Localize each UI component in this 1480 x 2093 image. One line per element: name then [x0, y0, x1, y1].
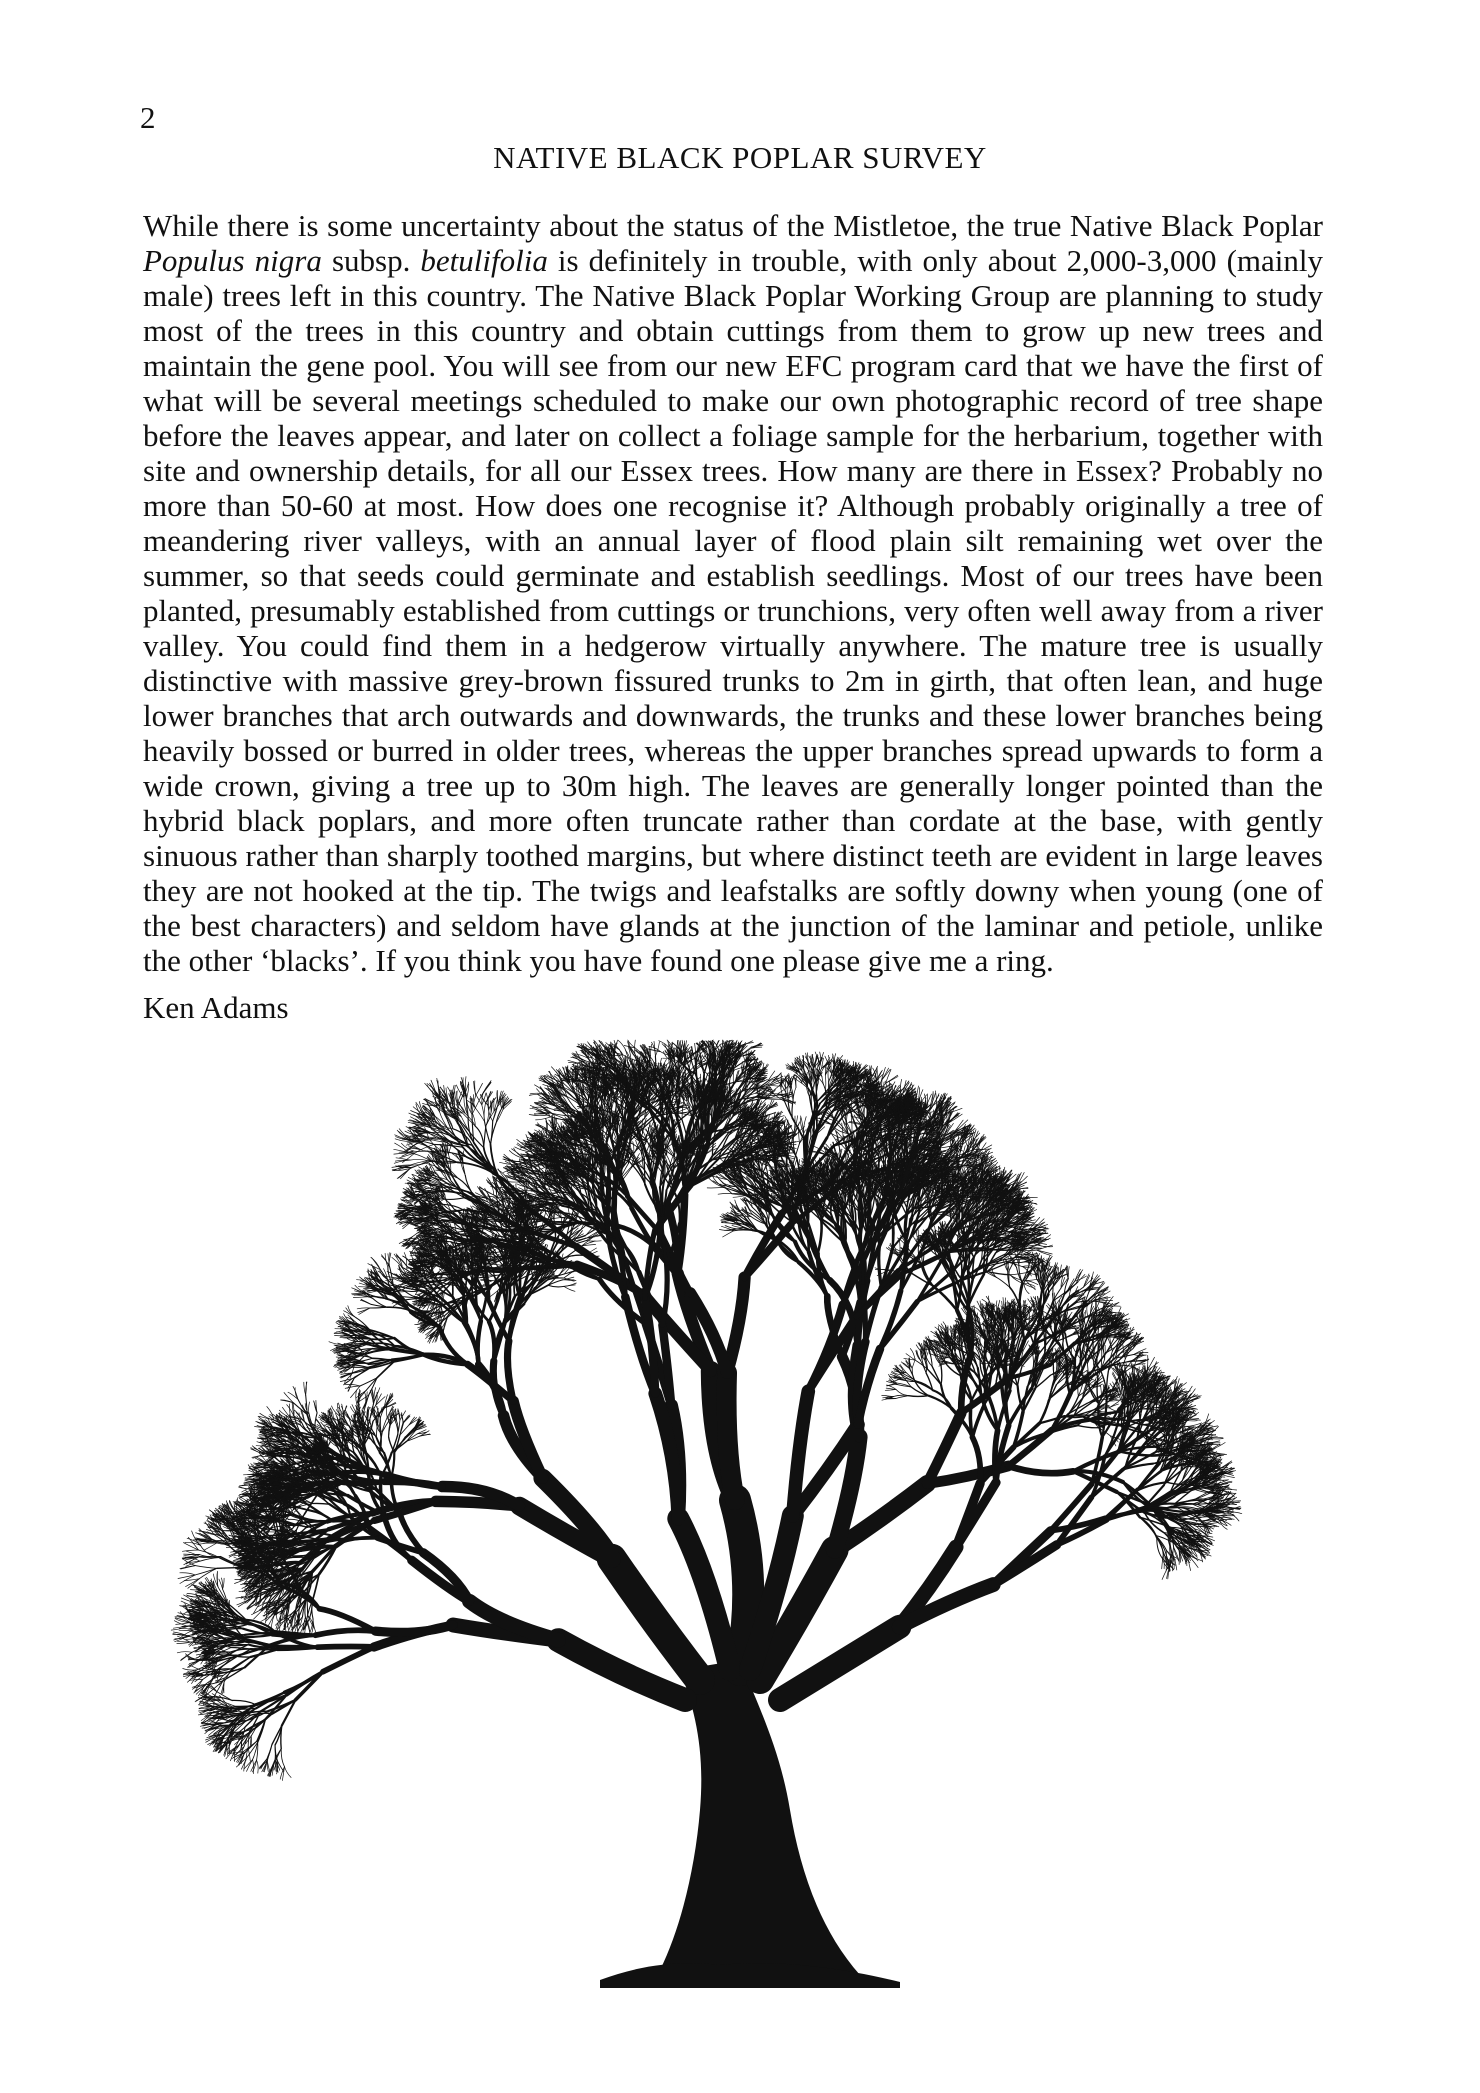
page-title: NATIVE BLACK POPLAR SURVEY [0, 140, 1480, 176]
black-poplar-tree-drawing [140, 1030, 1330, 2010]
author-signature: Ken Adams [143, 990, 289, 1026]
article-text: is definitely in trouble, with only about 2,000-3,000 (mainly male) trees left in this country. The Native Black Poplar Working Group are planning to study most of the trees in this country and obtain cuttings from them to grow up new trees and maintain the gene pool. You will see from our new EFC program card that we have the first of what will be several meetings scheduled to make our own photographic record of tree shape before the leaves appear, and later on collect a foliage sample for the herbarium, together with site and ownership details, for all our Essex trees. How many are there in Essex? Probably no more than 50-60 at most. How does one recognise it? Although probably originally a tree of meandering river valleys, with an annual layer of flood plain silt remaining wet over the summer, so that seeds could germinate and establish seedlings. Most of our trees have been planted, presumably established from cuttings or trunchions, very often well away from a river valley. You could find them in a hedgerow virtually anywhere. The mature tree is usually distinctive with massive grey-brown fissured trunks to 2m in girth, that often lean, and huge lower branches that arch outwards and downwards, the trunks and these lower branches being heavily bossed or burred in older trees, whereas the upper branches spread upwards to form a wide crown, giving a tree up to 30m high. The leaves are generally longer pointed than the hybrid black poplars, and more often truncate rather than cordate at the base, with gently sinuous rather than sharply toothed margins, but where distinct teeth are evident in large leaves they are not hooked at the tip. The twigs and leafstalks are softly downy when young (one of the best characters) and seldom have glands at the junction of the laminar and petiole, unlike the other ‘blacks’. If you think you have found one please give me a ring. [143, 243, 1323, 978]
page-number: 2 [140, 100, 156, 136]
tree-illustration [140, 1030, 1330, 2010]
article-intro: While there is some uncertainty about the status of the Mistletoe, the true Native Black Poplar [143, 208, 1323, 243]
article-body [143, 208, 1323, 978]
subspecies-label: subsp. [322, 243, 421, 278]
tree-roots [600, 1963, 900, 1988]
species-name: Populus nigra [143, 243, 322, 278]
subspecies-name: betulifolia [420, 243, 547, 278]
